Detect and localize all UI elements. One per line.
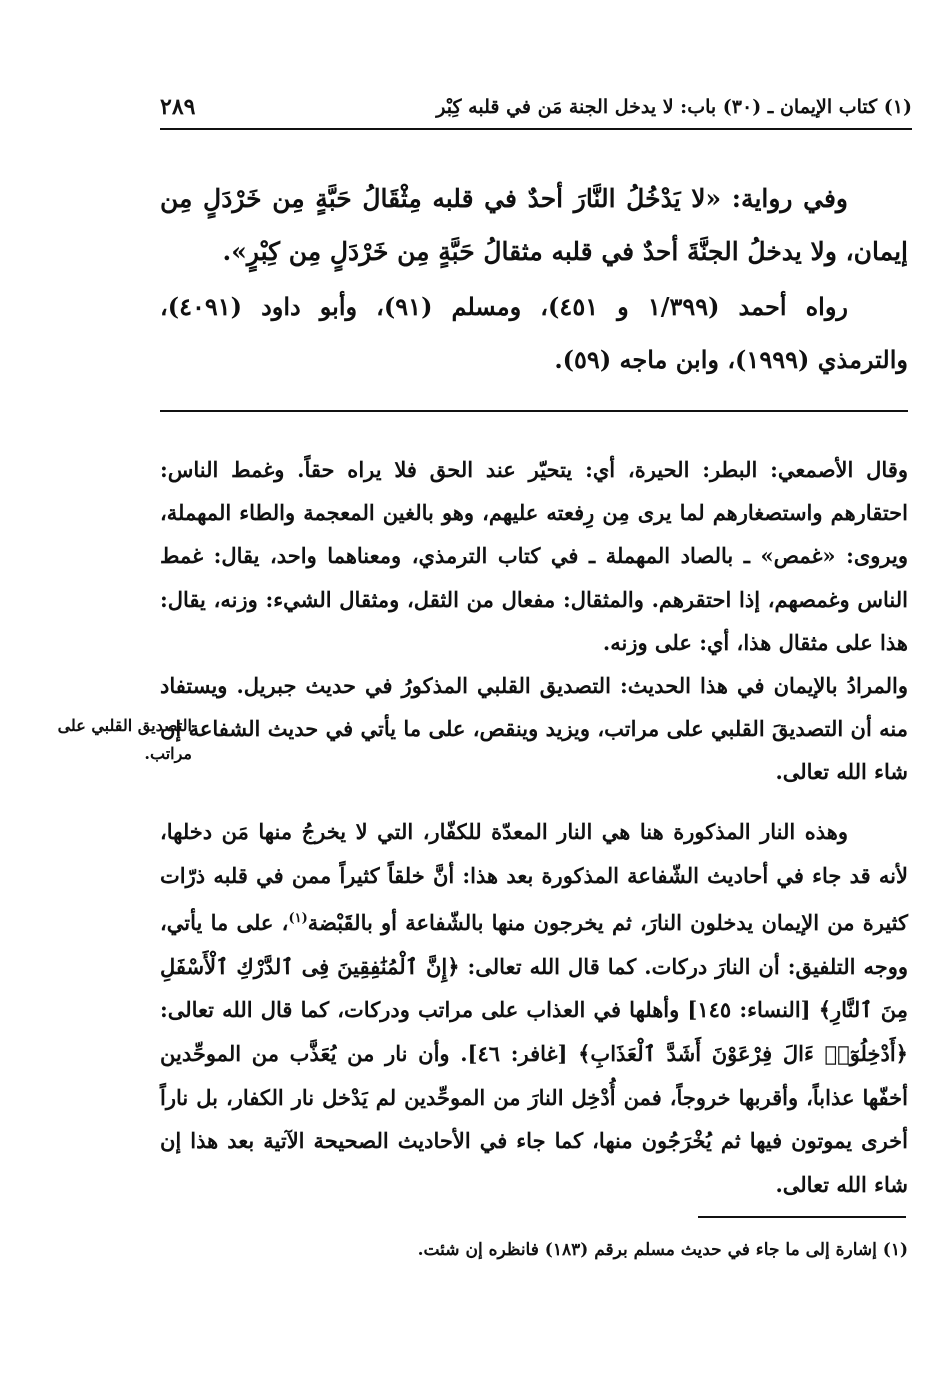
page-number: ٢٨٩ <box>160 94 196 120</box>
source-paragraph: رواه أحمد (١/٣٩٩ و ٤٥١)، ومسلم (٩١)، وأبو داود (٤٠٩١)، والترمذي (١٩٩٩)، وابن ماجه (٥٩). <box>160 292 908 374</box>
chapter-title: (١) كتاب الإيمان ـ (٣٠) باب: لا يدخل الجنة مَن في قلبه كِبْر <box>436 96 912 118</box>
commentary-paragraph-1: وقال الأصمعي: البطر: الحيرة، أي: يتحيّر عند الحق فلا يراه حقاً. وغمط الناس: احتقارهم واستصغارهم لما يرى مِن رِفعته عليهم، وهو بالغين المعجمة والطاء المهملة، ويروى: «غمص» ـ بالصاد المهملة ـ في كتاب الترمذي، ومعناهما واحد، يقال: غمط الناس وغمصهم، إذا احتقرهم. والمثقال: مفعال من الثقل، ومثقال الشيء: وزنه، يقال: هذا على مثقال هذا، أي: على وزنه. <box>160 457 908 655</box>
commentary <box>160 448 908 794</box>
section-divider <box>160 410 908 412</box>
footnote-divider <box>698 1216 906 1218</box>
narrative <box>160 810 908 1206</box>
footnote: (١) إشارة إلى ما جاء في حديث مسلم برقم (١٨٣) فانظره إن شئت. <box>417 1240 908 1260</box>
hadith-text <box>160 172 908 278</box>
running-header <box>160 92 912 126</box>
hadith-source <box>160 280 908 386</box>
narrative-paragraph <box>160 810 908 1206</box>
narrative-text-2: ، على ما يأتي، ووجه التلفيق: أن النارَ دركات. كما قال الله تعالى: ﴿إِنَّ ٱلْمُنَٰفِقِينَ فِى ٱلدَّرْكِ ٱلْأَسْفَلِ مِنَ ٱلنَّارِ﴾ [النساء: ١٤٥] وأهلها في العذاب على مراتب ودركات، كما قال الله تعالى: ﴿أَدْخِلُوٓا۟ ءَالَ فِرْعَوْنَ أَشَدَّ ٱلْعَذَابِ﴾ [غافر: ٤٦]. وأن نار من يُعَذَّب من الموحِّدين أخفّها عذاباً، وأقربها خروجاً، فمن أُدْخِل النارَ من الموحِّدين لم يَدْخل نار الكفار، بل ناراً أخرى يموتون فيها ثم يُخْرَجُون منها، كما جاء في الأحاديث الصحيحة الآتية بعد هذا إن شاء الله تعالى. <box>160 910 908 1197</box>
margin-note: التصديق القلبي على مراتب. <box>57 716 192 763</box>
header-divider <box>160 128 912 130</box>
hadith-paragraph: وفي رواية: «لا يَدْخُلُ النَّارَ أحدٌ في قلبه مِثْقَالُ حَبَّةٍ مِن خَرْدَلٍ مِن إيمان، ولا يدخلُ الجنَّةَ أحدٌ في قلبه مثقالُ حَبَّةٍ مِن خَرْدَلٍ مِن كِبْرٍ». <box>160 184 908 266</box>
narrative-text-1: وهذه النار المذكورة هنا هي النار المعدّة للكفّار، التي لا يخرجُ منها مَن دخلها، لأنه قد جاء في أحاديث الشّفاعة المذكورة بعد هذا: أنَّ خلقاً كثيراً ممن في قلبه ذرّات كثيرة من الإيمان يدخلون النارَ، ثم يخرجون منها بالشّفاعة أو بالقَبْضة <box>160 819 908 936</box>
commentary-paragraph-2: والمرادُ بالإيمان في هذا الحديث: التصديق القلبي المذكورُ في حديث جبريل. ويستفاد منه أن التصديقَ القلبي على مراتب، ويزيد وينقص، على ما يأتي في حديث الشفاعة إن شاء الله تعالى. <box>160 673 908 785</box>
footnote-marker[interactable]: (١) <box>288 911 308 927</box>
